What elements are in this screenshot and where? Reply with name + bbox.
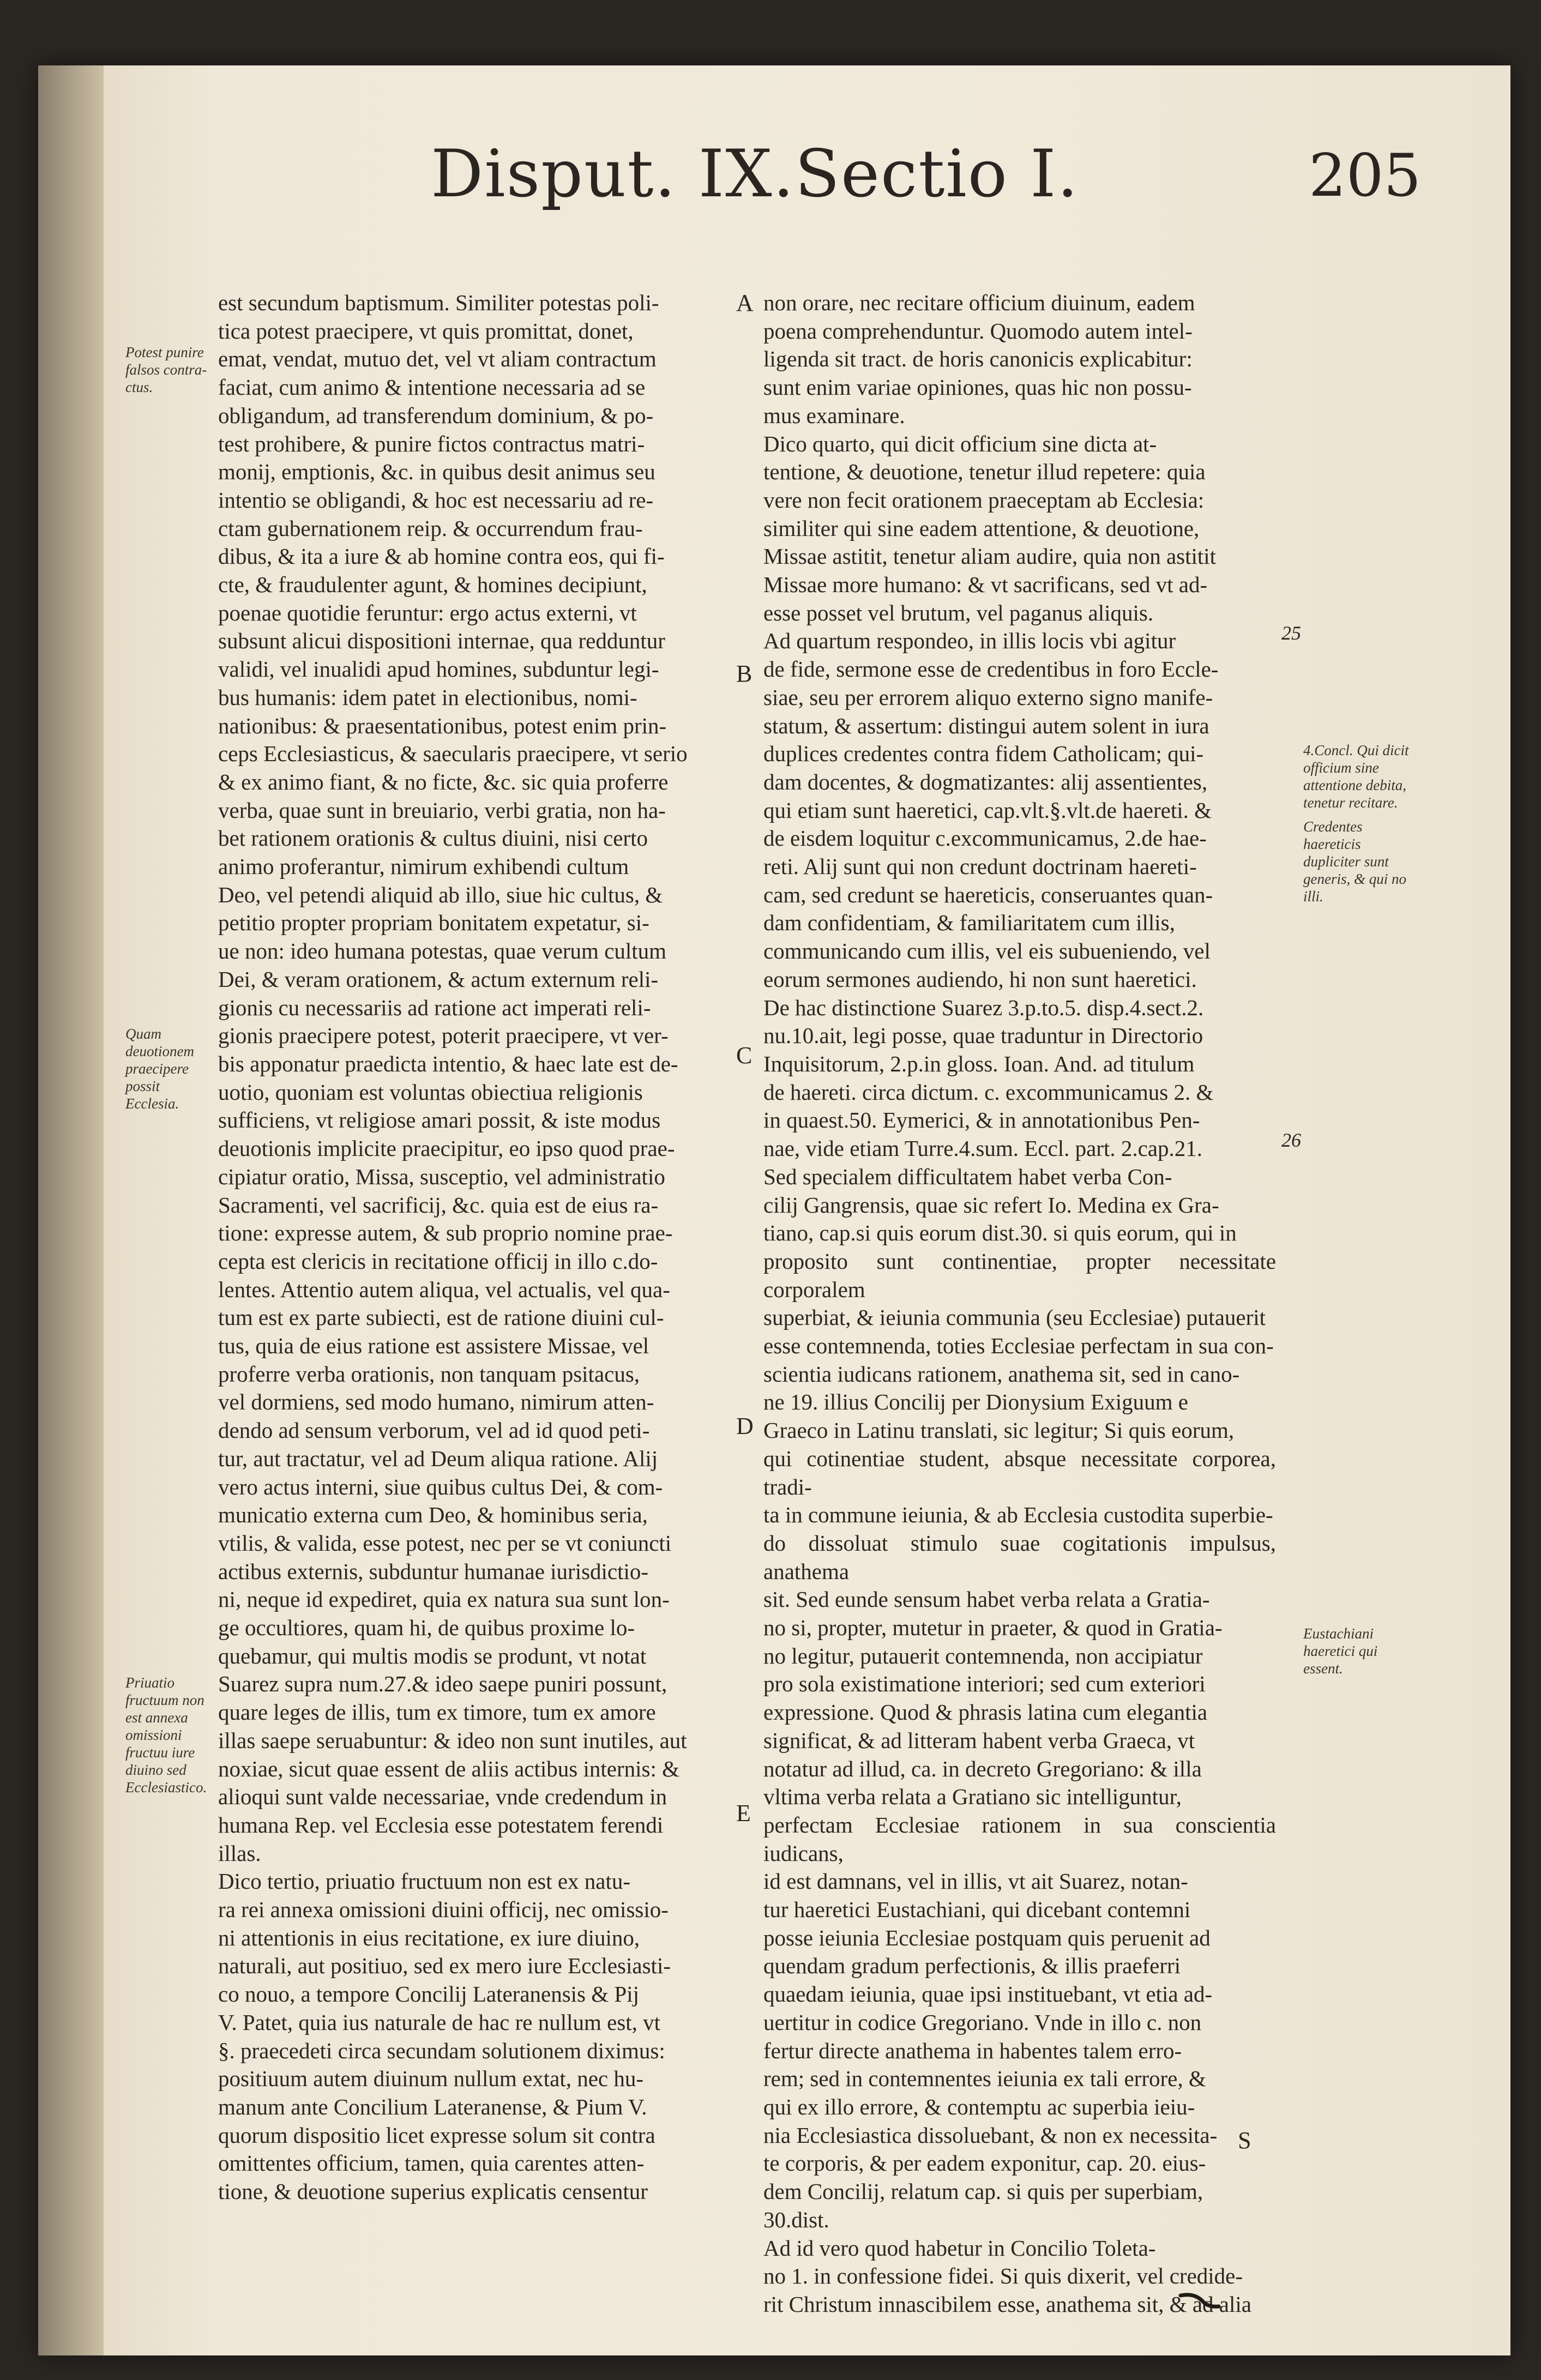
left-column-line: est secundum baptismum. Similiter potestas poli- [218, 290, 659, 315]
left-column-line: animo proferantur, nimirum exhibendi cultum [218, 854, 629, 879]
left-column-line: cte, & fraudulenter agunt, & homines decipiunt, [218, 572, 647, 598]
left-column-line: ge occultiores, quam hi, de quibus proxime lo- [218, 1615, 635, 1641]
right-column-line: proposito sunt continentiae, propter necessitate corporalem [763, 1248, 1276, 1302]
right-column-line: esse contemnenda, toties Ecclesiae perfectam in sua con- [763, 1333, 1274, 1359]
left-column-line: tione, & deuotione superius explicatis censentur [218, 2179, 648, 2204]
right-column-line: dam confidentiam, & familiaritatem cum illis, [763, 910, 1175, 936]
left-column-line: sufficiens, vt religiose amari possit, & iste modus [218, 1107, 661, 1133]
left-column-line: emat, vendat, mutuo det, vel vt aliam contractum [218, 346, 657, 372]
left-column-line: positiuum autem diuinum nullum extat, nec hu- [218, 2066, 644, 2092]
right-column-line: siae, seu per errorem aliquo externo signo manife- [763, 684, 1213, 710]
right-column-line: expressione. Quod & phrasis latina cum elegantia [763, 1700, 1208, 1725]
left-column-line: lentes. Attentio autem aliqua, vel actualis, vel qua- [218, 1276, 670, 1302]
right-column-line: do dissoluat stimulo suae cogitationis impulsus, anathema [763, 1530, 1276, 1584]
left-column-line: omittentes officium, tamen, quia carentes atten- [218, 2150, 645, 2176]
left-column-line: cepta est clericis in recitatione officij in illo c.do- [218, 1248, 658, 1274]
right-column-line: vltima verba relata a Gratiano sic intelliguntur, [763, 1784, 1182, 1810]
left-column-line: tione: expresse autem, & sub proprio nomine prae- [218, 1220, 673, 1246]
right-column-line: superbiat, & ieiunia communia (seu Ecclesiae) putauerit [763, 1305, 1266, 1330]
right-column-line: Ad quartum respondeo, in illis locis vbi agitur [763, 628, 1176, 654]
left-column-line: subsunt alicui dispositioni internae, qua redduntur [218, 628, 665, 654]
margin-note-left-2: Quam deuotionem praecipere possit Ecclesia. [125, 1026, 194, 1112]
left-column-line: municatio externa cum Deo, & hominibus seria, [218, 1502, 648, 1528]
right-column-line: ne 19. illius Concilij per Dionysium Exiguum e [763, 1389, 1188, 1415]
right-column-line: Dico quarto, qui dicit officium sine dicta at- [763, 431, 1157, 456]
left-column-line: humana Rep. vel Ecclesia esse potestatem ferendi [218, 1812, 664, 1837]
right-column-line: non orare, nec recitare officium diuinum, eadem [763, 290, 1195, 315]
left-column-line: bus humanis: idem patet in electionibus, nomi- [218, 684, 637, 710]
left-column-line: V. Patet, quia ius naturale de hac re nullum est, vt [218, 2009, 661, 2035]
right-column-line: tiano, cap.si quis eorum dist.30. si quis eorum, qui in [763, 1220, 1237, 1246]
ink-flourish-icon [1178, 2290, 1221, 2312]
right-column-line: uertitur in codice Gregoriano. Vnde in illo c. non [763, 2009, 1202, 2035]
left-column-line: test prohibere, & punire fictos contractus matri- [218, 431, 645, 456]
right-column-line: communicando cum illis, vel eis subueniendo, vel [763, 938, 1211, 964]
left-column-line: tur, aut tractatur, vel ad Deum aliqua ratione. Alij [218, 1445, 658, 1471]
left-column-line: quare leges de illis, tum ex timore, tum ex amore [218, 1700, 656, 1725]
right-column-line: dam docentes, & dogmatizantes: alij assentientes, [763, 769, 1208, 794]
right-column-line: duplices credentes contra fidem Catholicam; qui- [763, 741, 1204, 767]
right-column-line: no si, propter, mutetur in praeter, & quod in Gratia- [763, 1615, 1223, 1641]
left-column-line: alioqui sunt valde necessariae, vnde credendum in [218, 1784, 667, 1810]
right-column-line: esse posset vel brutum, vel paganus aliquis. [763, 600, 1154, 625]
left-column-line: §. praecedeti circa secundam solutionem diximus: [218, 2038, 665, 2063]
left-column-line: ceps Ecclesiasticus, & saecularis praecipere, vt serio [218, 741, 688, 767]
right-column-line: tur haeretici Eustachiani, qui dicebant contemni [763, 1897, 1191, 1923]
right-column-line: nae, vide etiam Turre.4.sum. Eccl. part. 2.cap.21. [763, 1136, 1202, 1161]
right-column-line: de eisdem loquitur c.excommunicamus, 2.de hae- [763, 826, 1207, 851]
left-column-line: intentio se obligandi, & hoc est necessariu ad re- [218, 487, 654, 513]
margin-note-right-3: Eustachiani haeretici qui essent. [1303, 1625, 1378, 1677]
left-column-line: Dei, & veram orationem, & actum externum reli- [218, 966, 659, 992]
right-column-line: te corporis, & per eadem exponitur, cap. 20. eius- [763, 2150, 1206, 2176]
left-column-line: dibus, & ita a iure & ab homine contra eos, qui fi- [218, 544, 665, 569]
right-column-line: statum, & assertum: distingui autem solent in iura [763, 713, 1209, 738]
right-column-line: ligenda sit tract. de horis canonicis explicabitur: [763, 346, 1193, 372]
left-column-line: validi, vel inualidi apud homines, subduntur legi- [218, 656, 659, 682]
right-column-line: vere non fecit orationem praeceptam ab Ecclesia: [763, 487, 1205, 513]
right-column-line: rem; sed in contemnentes ieiunia ex tali errore, & [763, 2066, 1206, 2092]
left-column-line: Sacramenti, vel sacrificij, &c. quia est de eius ra- [218, 1192, 659, 1218]
right-text-column [763, 289, 1276, 2319]
left-column-line: deuotionis implicite praecipitur, eo ipso quod prae- [218, 1136, 675, 1161]
left-column-line: bet rationem orationis & cultus diuini, nisi certo [218, 826, 648, 851]
right-column-line: tentione, & deuotione, tenetur illud repetere: quia [763, 459, 1206, 485]
right-column-line: similiter qui sine eadem attentione, & deuotione, [763, 515, 1200, 541]
left-column-line: poenae quotidie feruntur: ergo actus externi, vt [218, 600, 637, 625]
page-header [38, 136, 1510, 224]
right-column-line: rit Christum innascibilem esse, anathema sit, & ad alia [763, 2291, 1251, 2317]
margin-note-right-2: Credentes haereticis dupliciter sunt generis, & qui no illi. [1303, 818, 1406, 905]
right-column-line: eorum sermones audiendo, hi non sunt haeretici. [763, 966, 1197, 992]
paragraph-number-26: 26 [1281, 1129, 1301, 1151]
left-column-line: gionis praecipere potest, poterit praecipere, vt ver- [218, 1023, 669, 1049]
right-column-line: pro sola existimatione interiori; sed cum exteriori [763, 1671, 1206, 1697]
left-column-line: proferre verba orationis, non tanquam psitacus, [218, 1361, 640, 1387]
right-column-line: Inquisitorum, 2.p.in gloss. Ioan. And. ad titulum [763, 1051, 1195, 1076]
left-column-line: gionis cu necessariis ad ratione act imperati reli- [218, 995, 651, 1020]
right-column-line: nia Ecclesiastica dissoluebant, & non ex necessita- [763, 2122, 1218, 2148]
left-column-line: noxiae, sicut quae essent de aliis actibus internis: & [218, 1756, 679, 1781]
right-column-line: mus examinare. [763, 402, 905, 428]
right-column-line: quaedam ieiunia, quae ipsi instituebant, vt etia ad- [763, 1981, 1213, 2007]
right-column-line: cilij Gangrensis, quae sic refert Io. Medina ex Gra- [763, 1192, 1219, 1218]
section-letter-c: C [736, 1042, 753, 1069]
right-column-line: qui cotinentiae student, absque necessitate corporea, tradi- [763, 1445, 1276, 1499]
left-column-line: bis apponatur praedicta intentio, & haec late est de- [218, 1051, 678, 1076]
left-column-line: vtilis, & valida, esse potest, nec per se vt coniuncti [218, 1530, 672, 1556]
left-column-line: & ex animo fiant, & no ficte, &c. sic quia proferre [218, 769, 669, 794]
section-letter-e: E [736, 1800, 751, 1827]
left-column-line: actibus externis, subduntur humanae iurisdictio- [218, 1558, 649, 1584]
page-gutter [38, 65, 104, 2355]
left-column-line: ctam gubernationem reip. & occurrendum frau- [218, 515, 643, 541]
left-column-line: petitio propter propriam bonitatem expetatur, si- [218, 910, 649, 936]
left-column-line: manum ante Concilium Lateranense, & Pium V. [218, 2094, 647, 2119]
margin-note-left-1: Potest punire falsos contra-ctus. [125, 344, 207, 395]
left-column-line: ra rei annexa omissioni diuini officij, nec omissio- [218, 1897, 669, 1923]
right-column-line: reti. Alij sunt qui non credunt doctrinam haereti- [763, 854, 1197, 879]
left-column-line: tus, quia de eius ratione est assistere Missae, vel [218, 1333, 649, 1359]
right-column-line: dem Concilij, relatum cap. si quis per superbiam, [763, 2179, 1203, 2204]
left-column-line: ue non: ideo humana potestas, quae verum cultum [218, 938, 667, 964]
right-column-line: perfectam Ecclesiae rationem in sua conscientia iudicans, [763, 1812, 1276, 1866]
right-column-line: de fide, sermone esse de credentibus in foro Eccle- [763, 656, 1219, 682]
section-letter-a: A [736, 290, 754, 316]
left-column-line: quorum dispositio licet expresse solum sit contra [218, 2122, 655, 2148]
right-column-line: fertur directe anathema in habentes talem erro- [763, 2038, 1182, 2063]
left-column-line: vel dormiens, sed modo humano, nimirum atten- [218, 1389, 654, 1415]
book-page [38, 65, 1510, 2355]
right-column-line: Sed specialem difficultatem habet verba Con- [763, 1164, 1172, 1189]
left-column-line: vero actus interni, siue quibus cultus Dei, & com- [218, 1474, 663, 1499]
right-column-line: in quaest.50. Eymerici, & in annotationibus Pen- [763, 1107, 1200, 1133]
left-column-line: tum est ex parte subiecti, est de ratione diuini cul- [218, 1305, 664, 1330]
section-letter-d: D [736, 1413, 754, 1439]
signature-mark: S [1238, 2127, 1251, 2154]
left-column-line: ni attentionis in eius recitatione, ex iure diuino, [218, 1925, 640, 1950]
left-column-line: cipiatur oratio, Missa, susceptio, vel administratio [218, 1164, 665, 1189]
left-column-line: Dico tertio, priuatio fructuum non est ex natu- [218, 1869, 631, 1894]
right-column-line: ta in commune ieiunia, & ab Ecclesia custodita superbie- [763, 1502, 1273, 1528]
right-column-line: no legitur, putauerit contemnenda, non accipiatur [763, 1643, 1203, 1668]
margin-note-right-1: 4.Concl. Qui dicit officium sine attentione debita, tenetur recitare. [1303, 742, 1409, 811]
left-column-line: ni, neque id expediret, quia ex natura sua sunt lon- [218, 1587, 670, 1612]
right-column-line: id est damnans, vel in illis, vt ait Suarez, notan- [763, 1869, 1188, 1894]
left-column-line: quebamur, qui multis modis se produnt, vt notat [218, 1643, 647, 1668]
right-column-line: poena comprehenduntur. Quomodo autem intel- [763, 318, 1193, 344]
right-column-line: sit. Sed eunde sensum habet verba relata a Gratia- [763, 1587, 1210, 1612]
right-column-line: 30.dist. [763, 2207, 829, 2232]
page-number: 205 [1309, 142, 1422, 210]
margin-note-left-3: Priuatio fructuum non est annexa omissioni fructuu iure diuino sed Ecclesiastico. [125, 1674, 207, 1795]
right-column-line: scientia iudicans rationem, anathema sit, sed in cano- [763, 1361, 1240, 1387]
left-column-line: Deo, vel petendi aliquid ab illo, siue hic cultus, & [218, 882, 663, 907]
right-column-line: notatur ad illud, ca. in decreto Gregoriano: & illa [763, 1756, 1202, 1781]
right-column-line: posse ieiunia Ecclesiae postquam quis peruenit ad [763, 1925, 1211, 1950]
left-column-line: naturali, aut positiuo, sed ex mero iure Ecclesiasti- [218, 1953, 671, 1979]
right-column-line: Missae more humano: & vt sacrificans, sed vt ad- [763, 572, 1208, 598]
right-column-line: De hac distinctione Suarez 3.p.to.5. disp.4.sect.2. [763, 995, 1204, 1020]
right-column-line: significat, & ad litteram habent verba Graeca, vt [763, 1727, 1195, 1753]
left-column-line: co nouo, a tempore Concilij Lateranensis & Pij [218, 1981, 639, 2007]
paragraph-number-25: 25 [1281, 622, 1301, 644]
right-column-line: Missae astitit, tenetur aliam audire, quia non astitit [763, 544, 1217, 569]
left-column-line: illas. [218, 1840, 261, 1866]
right-column-line: nu.10.ait, legi posse, quae traduntur in Directorio [763, 1023, 1203, 1049]
left-column-line: uotio, quoniam est voluntas obiectiua religionis [218, 1079, 643, 1105]
right-column-line: quendam gradum perfectionis, & illis praeferri [763, 1953, 1181, 1979]
left-column-line: illas saepe seruabuntur: & ideo non sunt inutiles, aut [218, 1727, 687, 1753]
running-title: Disput. IX.Sectio I. [431, 136, 1079, 212]
right-column-line: qui etiam sunt haeretici, cap.vlt.§.vlt.de haereti. & [763, 797, 1212, 823]
right-column-line: Graeco in Latinu translati, sic legitur; Si quis eorum, [763, 1418, 1235, 1443]
left-column-line: verba, quae sunt in breuiario, verbi gratia, non ha- [218, 797, 666, 823]
left-column-line: dendo ad sensum verborum, vel ad id quod peti- [218, 1418, 650, 1443]
right-column-line: qui ex illo errore, & contemptu ac superbia ieiu- [763, 2094, 1195, 2119]
right-column-line: cam, sed credunt se haereticis, conseruantes quan- [763, 882, 1213, 907]
section-letter-b: B [736, 660, 753, 687]
left-column-line: nationibus: & praesentationibus, potest enim prin- [218, 713, 667, 738]
left-column-line: monij, emptionis, &c. in quibus desit animus seu [218, 459, 655, 485]
right-column-line: no 1. in confessione fidei. Si quis dixerit, vel credide- [763, 2263, 1243, 2289]
left-column-line: tica potest praecipere, vt quis promittat, donet, [218, 318, 634, 344]
right-column-line: Ad id vero quod habetur in Concilio Toleta- [763, 2235, 1156, 2261]
right-column-line: sunt enim variae opiniones, quas hic non possu- [763, 375, 1192, 400]
left-column-line: obligandum, ad transferendum dominium, & po- [218, 402, 654, 428]
left-column-line: faciat, cum animo & intentione necessaria ad se [218, 375, 646, 400]
right-column-line: de haereti. circa dictum. c. excommunicamus 2. & [763, 1079, 1214, 1105]
left-text-column [218, 289, 731, 2206]
left-column-line: Suarez supra num.27.& ideo saepe puniri possunt, [218, 1671, 667, 1697]
